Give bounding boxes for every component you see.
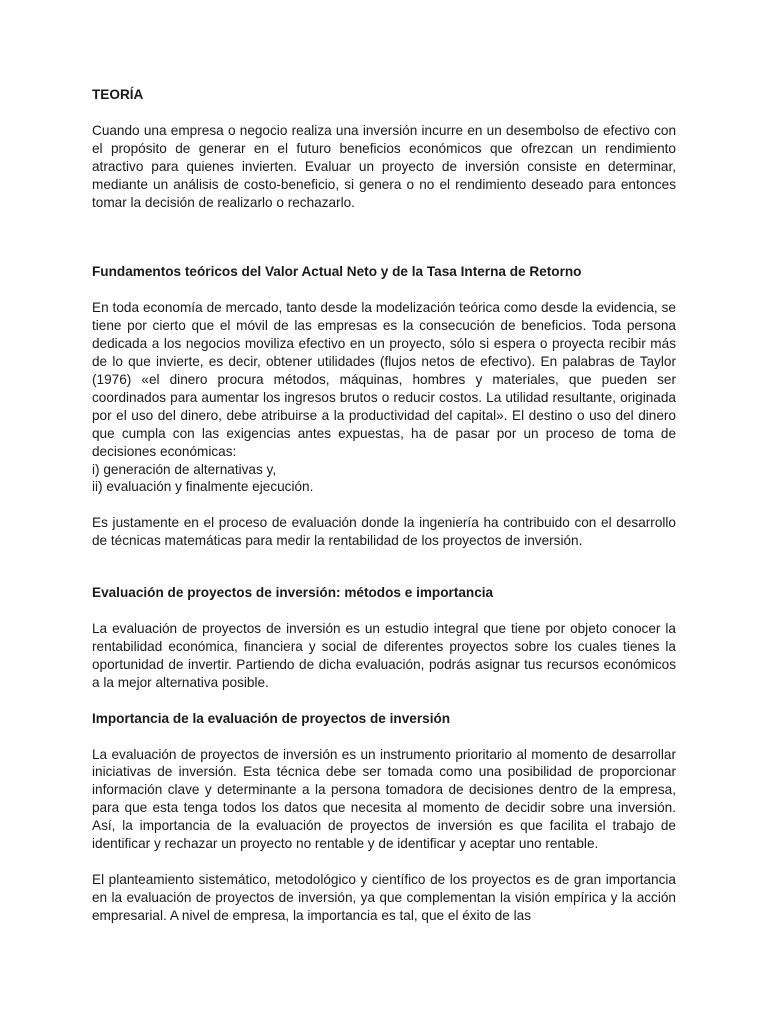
heading-evaluacion: Evaluación de proyectos de inversión: métodos e importancia bbox=[92, 585, 494, 601]
document-body bbox=[92, 86, 676, 925]
heading-importancia: Importancia de la evaluación de proyectos de inversión bbox=[92, 710, 451, 726]
heading-fundamentos: Fundamentos teóricos del Valor Actual Neto y de la Tasa Interna de Retorno bbox=[92, 264, 582, 280]
paragraph-fundamentos: En toda economía de mercado, tanto desde la modelización teórica como desde la evidencia, se tiene por cierto que el móvil de las empresas es la consecución de beneficios. Toda persona dedicada a los negocios moviliza efectivo en un proyecto, sólo si espera o proyecta recibir más de lo que invierte, es decir, obtener utilidades (flujos netos de efectivo). En palabras de Taylor (1976) «el dinero procura métodos, máquinas, hombres y materiales, que pueden ser coordinados para aumentar los ingresos brutos o reducir costos. La utilidad resultante, originada por el uso del dinero, debe atribuirse a la productividad del capital». El destino o uso del dinero que cumpla con las exigencias antes expuestas, ha de pasar por un proceso de toma de decisiones económicas: bbox=[92, 300, 676, 459]
decision-steps-list bbox=[92, 461, 676, 497]
paragraph-ingenieria: Es justamente en el proceso de evaluación donde la ingeniería ha contribuido con el desarrollo de técnicas matemáticas para medir la rentabilidad de los proyectos de inversión. bbox=[92, 515, 676, 549]
list-item: ii) evaluación y finalmente ejecución. bbox=[92, 479, 314, 495]
paragraph-planteamiento: El planteamiento sistemático, metodológico y científico de los proyectos es de gran importancia en la evaluación de proyectos de inversión, ya que complementan la visión empírica y la acción empresarial. A nivel de empresa, la importancia es tal, que el éxito de las bbox=[92, 872, 676, 923]
paragraph-importancia: La evaluación de proyectos de inversión es un instrumento prioritario al momento de desarrollar iniciativas de inversión. Esta técnica debe ser tomada como una posibilidad de proporcionar información clave y determinante a la persona tomadora de decisiones dentro de la empresa, para que esta tenga todos los datos que necesita al momento de decidir sobre una inversión. Así, la importancia de la evaluación de proyectos de inversión es que facilita el trabajo de identificar y rechazar un proyecto no rentable y de identificar y aceptar uno rentable. bbox=[92, 746, 676, 852]
list-item: i) generación de alternativas y, bbox=[92, 461, 277, 477]
heading-teoria: TEORÍA bbox=[92, 87, 144, 102]
paragraph-teoria: Cuando una empresa o negocio realiza una inversión incurre en un desembolso de efectivo con el propósito de generar en el futuro beneficios económicos que ofrezcan un rendimiento atractivo para quienes invierten. Evaluar un proyecto de inversión consiste en determinar, mediante un análisis de costo-beneficio, si genera o no el rendimiento deseado para entonces tomar la decisión de realizarlo o rechazarlo. bbox=[92, 122, 676, 210]
paragraph-evaluacion: La evaluación de proyectos de inversión es un estudio integral que tiene por objeto conocer la rentabilidad económica, financiera y social de diferentes proyectos sobre los cuales tienes la oportunidad de invertir. Partiendo de dicha evaluación, podrás asignar tus recursos económicos a la mejor alternativa posible. bbox=[92, 621, 676, 690]
